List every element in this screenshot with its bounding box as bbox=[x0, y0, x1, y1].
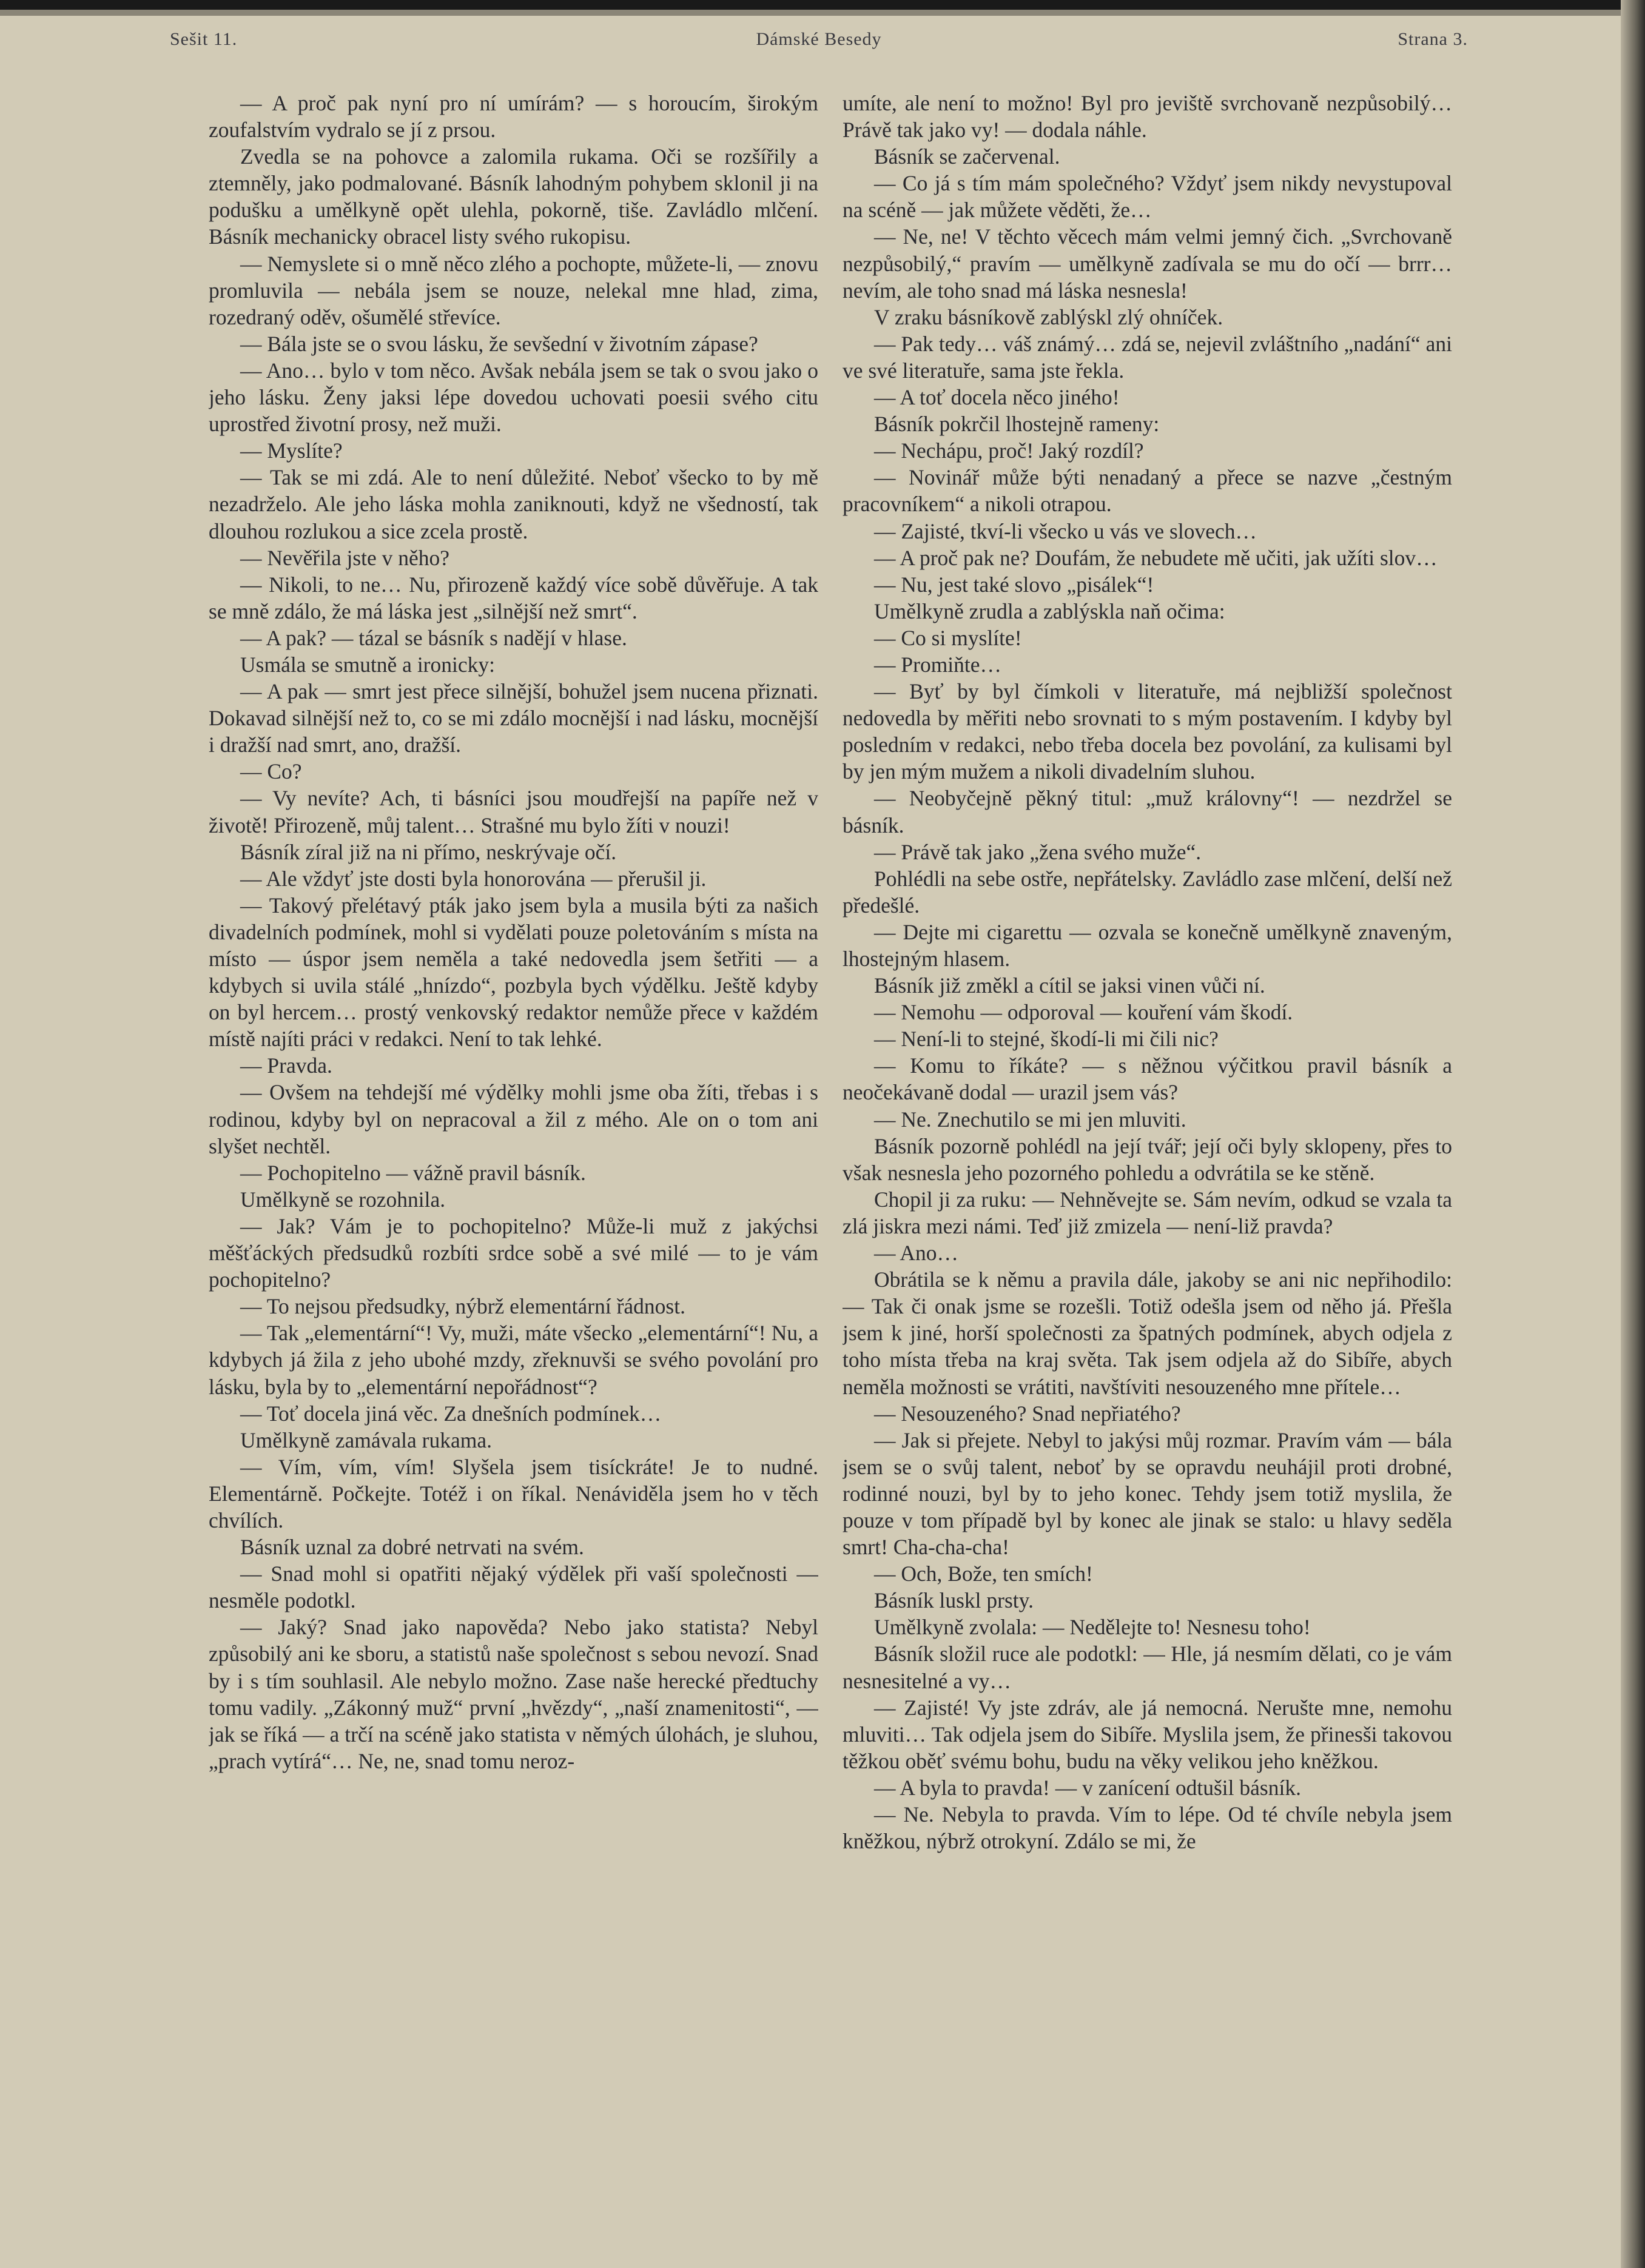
paragraph: — Není-li to stejné, škodí-li mi čili nic? bbox=[874, 1027, 1219, 1052]
paragraph: — Nemyslete si o mně něco zlého a pochopte, můžete-li, — znovu promluvila — nebála jsem se nouze, nelekal mne hlad, zima, rozedraný oděv, ošumělé střevíce. bbox=[209, 251, 818, 329]
paragraph: — A byla to pravda! — v zanícení odtušil básník. bbox=[874, 1775, 1301, 1800]
paragraph: — Komu to říkáte? — s něžnou výčitkou pravil básník a neočekávaně dodal — urazil jsem vás? bbox=[843, 1053, 1452, 1105]
paragraph: — Toť docela jiná věc. Za dnešních podmínek… bbox=[240, 1401, 662, 1426]
page-number: Strana 3. bbox=[1398, 29, 1468, 49]
paragraph: Obrátila se k němu a pravila dále, jakoby se ani nic nepřihodilo: — Tak či onak jsme se rozešli. Totiž odešla jsem od něho já. Přešla jsem k jiné, horší společnosti za špatných podmínek, abych odjela z toho místa třeba na kraj světa. Tak jsem odjela až do Sibíře, abych neměla možnosti se vrátiti, navštíviti nesouzeného mne přítele… bbox=[843, 1267, 1452, 1399]
paragraph: — Bála jste se o svou lásku, že sevšední v životním zápase? bbox=[240, 331, 758, 356]
paragraph: Básník zíral již na ni přímo, neskrývaje očí. bbox=[240, 839, 617, 864]
scan-top-edge-shadow bbox=[0, 10, 1645, 16]
paragraph: — Nesouzeného? Snad nepřiatého? bbox=[874, 1401, 1181, 1426]
issue-number: Sešit 11. bbox=[170, 29, 238, 49]
paragraph: — A toť docela něco jiného! bbox=[874, 385, 1120, 410]
paragraph: — Byť by byl čímkoli v literatuře, má nejbližší společnost nedovedla by měřiti nebo srovnati to s mým postavením. I kdyby byl posledním v redakci, nebo třeba docela bez povolání, za kulisami byl by jen mým mužem a nikoli divadelním sluhou. bbox=[843, 679, 1452, 784]
paragraph: — A proč pak nyní pro ní umírám? — s horoucím, širokým zoufalstvím vydralo se jí z prsou. bbox=[209, 91, 818, 143]
paragraph: Básník uznal za dobré netrvati na svém. bbox=[240, 1535, 584, 1560]
paragraph: — Co si myslíte! bbox=[874, 625, 1022, 650]
paragraph: Chopil ji za ruku: — Nehněvejte se. Sám nevím, odkud se vzala ta zlá jiskra mezi námi. Teď již zmizela — není-liž pravda? bbox=[843, 1187, 1452, 1238]
paragraph: — Co? bbox=[240, 759, 302, 784]
paragraph: — Ale vždyť jste dosti byla honorována — přerušil ji. bbox=[240, 866, 707, 891]
paragraph: Básník již změkl a cítil se jaksi vinen vůči ní. bbox=[874, 973, 1265, 998]
paragraph: — Co já s tím mám společného? Vždyť jsem nikdy nevystupoval na scéně — jak můžete věděti, že… bbox=[843, 171, 1452, 223]
paragraph: Básník se začervenal. bbox=[874, 144, 1060, 169]
paragraph: — A pak — smrt jest přece silnější, bohužel jsem nucena přiznati. Dokavad silnější než to, co se mi zdálo mocnější i nad lásku, mocnější i dražší nad smrt, ano, dražší. bbox=[209, 679, 818, 757]
paragraph: — Nechápu, proč! Jaký rozdíl? bbox=[874, 438, 1144, 463]
paragraph: Básník luskl prsty. bbox=[874, 1588, 1034, 1613]
paragraph: — Och, Bože, ten smích! bbox=[874, 1562, 1093, 1586]
magazine-title: Dámské Besedy bbox=[756, 29, 882, 49]
paragraph: umíte, ale není to možno! Byl pro jeviště svrchovaně nezpůsobilý… Právě tak jako vy! — dodala náhle. bbox=[843, 91, 1452, 143]
paragraph: — Nevěřila jste v něho? bbox=[240, 545, 450, 570]
paragraph: — Ne. Nebyla to pravda. Vím to lépe. Od té chvíle nebyla jsem kněžkou, nýbrž otrokyní. Zdálo se mi, že bbox=[843, 1802, 1452, 1854]
paragraph: — Vím, vím, vím! Slyšela jsem tisíckráte! Je to nudné. Elementárně. Počkejte. Totéž i on říkal. Nenáviděla jsem ho v těch chvílích. bbox=[209, 1454, 818, 1532]
paragraph: — Zajisté! Vy jste zdráv, ale já nemocná. Nerušte mne, nemohu mluviti… Tak odjela jsem do Sibíře. Myslila jsem, že přinesši takovou těžkou oběť svému bohu, budu na věky velikou jeho kněžkou. bbox=[843, 1695, 1452, 1773]
paragraph: — Pak tedy… váš známý… zdá se, nejevil zvláštního „nadání“ ani ve své literatuře, sama jste řekla. bbox=[843, 331, 1452, 383]
paragraph: Zvedla se na pohovce a zalomila rukama. Oči se rozšířily a ztemněly, jako podmalované. Básník lahodným pohybem sklonil ji na podušku a umělkyně opět ulehla, pokorně, tiše. Zavládlo mlčení. Básník mechanicky obracel listy svého rukopisu. bbox=[209, 144, 818, 249]
right-column bbox=[843, 90, 1452, 2249]
paragraph: — Nu, jest také slovo „pisálek“! bbox=[874, 572, 1154, 597]
paragraph: — Neobyčejně pěkný titul: „muž královny“! — nezdržel se básník. bbox=[843, 786, 1452, 837]
paragraph: Umělkyně zrudla a zablýskla naň očima: bbox=[874, 599, 1225, 623]
paragraph: — Novinář může býti nenadaný a přece se nazve „čestným pracovníkem“ a nikoli otrapou. bbox=[843, 465, 1452, 517]
left-column bbox=[209, 90, 818, 2249]
running-header bbox=[158, 22, 1480, 58]
paragraph: — To nejsou předsudky, nýbrž elementární řádnost. bbox=[240, 1294, 685, 1319]
paragraph: — Jak si přejete. Nebyl to jakýsi můj rozmar. Pravím vám — bála jsem se o svůj talent, neboť by se opravdu neuhájil proti drobné, rodinné nouzi, byl by to jeho konec. Tehdy jsem totiž myslila, že pouze v tom případě byl by konec ale jinak se stalo: u hlavy seděla smrt! Cha-cha-cha! bbox=[843, 1428, 1452, 1560]
paragraph: — Nemohu — odporoval — kouření vám škodí. bbox=[874, 1000, 1293, 1025]
paragraph: — Dejte mi cigarettu — ozvala se konečně umělkyně znaveným, lhostejným hlasem. bbox=[843, 919, 1452, 971]
paragraph: Umělkyně zvolala: — Nedělejte to! Nesnesu toho! bbox=[874, 1615, 1311, 1640]
paragraph: — Ne, ne! V těchto věcech mám velmi jemný čich. „Svrchovaně nezpůsobilý,“ pravím — umělkyně zadívala se mu do očí — brrr… nevím, ale toho snad má láska nesnesla! bbox=[843, 224, 1452, 303]
scan-right-edge bbox=[1621, 0, 1645, 2268]
paragraph: — Ne. Znechutilo se mi jen mluviti. bbox=[874, 1107, 1186, 1132]
paragraph: Básník pokrčil lhostejně rameny: bbox=[874, 412, 1160, 437]
paragraph: — Jaký? Snad jako napověda? Nebo jako statista? Nebyl způsobilý ani ke sboru, a statistů naše společnost s sebou nevozí. Snad by i s tím souhlasil. Ale nebylo možno. Zase naše herecké předtuchy tomu vadily. „Zákonný muž“ první „hvězdy“, „naší znamenitosti“, — jak se říká — a trčí na scéně jako statista v němých úlohách, je sluhou, „prach vytírá“… Ne, ne, snad tomu neroz- bbox=[209, 1615, 818, 1773]
paragraph: — Myslíte? bbox=[240, 438, 343, 463]
paragraph: V zraku básníkově zablýskl zlý ohníček. bbox=[874, 304, 1223, 329]
paragraph: — Snad mohl si opatřiti nějaký výdělek při vaší společnosti — nesměle podotkl. bbox=[209, 1562, 818, 1613]
paragraph: — Tak se mi zdá. Ale to není důležité. Neboť všecko to by mě nezadrželo. Ale jeho láska mohla zaniknouti, když ne všedností, tak dlouhou rozlukou a sice zcela prostě. bbox=[209, 465, 818, 543]
paragraph: — Zajisté, tkví-li všecko u vás ve slovech… bbox=[874, 518, 1257, 543]
paragraph: — Ano… bylo v tom něco. Avšak nebála jsem se tak o svou jako o jeho lásku. Ženy jaksi lépe dovedou uchovati poesii svého citu uprostřed životní prosy, než muži. bbox=[209, 358, 818, 437]
paragraph: — Právě tak jako „žena svého muže“. bbox=[874, 839, 1202, 864]
paragraph: — Nikoli, to ne… Nu, přirozeně každý více sobě důvěřuje. A tak se mně zdálo, že má láska jest „silnější než smrt“. bbox=[209, 572, 818, 623]
paragraph: — Pravda. bbox=[240, 1053, 332, 1078]
paragraph: — Tak „elementární“! Vy, muži, máte všecko „elementární“! Nu, a kdybych já žila z jeho ubohé mzdy, zřeknuvši se svého povolání pro lásku, byla by to „elementární nepořádnost“? bbox=[209, 1321, 818, 1399]
paragraph: Usmála se smutně a ironicky: bbox=[240, 652, 495, 677]
paragraph: — Jak? Vám je to pochopitelno? Může-li muž z jakýchsi měšťáckých předsudků rozbíti srdce sobě a své milé — to je vám pochopitelno? bbox=[209, 1213, 818, 1292]
paragraph: — A proč pak ne? Doufám, že nebudete mě učiti, jak užíti slov… bbox=[874, 545, 1438, 570]
paragraph: — Ovšem na tehdejší mé výdělky mohli jsme oba žíti, třebas i s rodinou, kdyby byl on nepracoval a žil z mého. Ale on o tom ani slyšet nechtěl. bbox=[209, 1080, 818, 1158]
paragraph: — Takový přelétavý pták jako jsem byla a musila býti za našich divadelních podmínek, mohl si vydělati pouze poletováním s místa na místo — úspor jsem neměla a také nedovedla jsem šetřiti — a kdybych si uvila stálé „hnízdo“, pozbyla bych výdělku. Ještě kdyby on byl hercem… prostý venkovský redaktor nemůže přece v každém místě najíti práci v redakci. Není to tak lehké. bbox=[209, 893, 818, 1052]
paragraph: — Pochopitelno — vážně pravil básník. bbox=[240, 1160, 586, 1185]
paragraph: Básník pozorně pohlédl na její tvář; její oči byly sklopeny, přes to však nesnesla jeho pozorného pohledu a odvrátila se ke stěně. bbox=[843, 1133, 1452, 1185]
paragraph: Pohlédli na sebe ostře, nepřátelsky. Zavládlo zase mlčení, delší než předešlé. bbox=[843, 866, 1452, 918]
paragraph: Umělkyně se rozohnila. bbox=[240, 1187, 446, 1212]
paragraph: — Ano… bbox=[874, 1241, 959, 1266]
paragraph: Umělkyně zamávala rukama. bbox=[240, 1428, 492, 1452]
paragraph: Básník složil ruce ale podotkl: — Hle, já nesmím dělati, co je vám nesnesitelné a vy… bbox=[843, 1642, 1452, 1693]
paragraph: — Vy nevíte? Ach, ti básníci jsou moudřejší na papíře než v životě! Přirozeně, můj talent… Strašné mu bylo žíti v nouzi! bbox=[209, 786, 818, 837]
scan-top-edge bbox=[0, 0, 1645, 10]
paragraph: — A pak? — tázal se básník s nadějí v hlase. bbox=[240, 625, 627, 650]
paragraph: — Promiňte… bbox=[874, 652, 1002, 677]
